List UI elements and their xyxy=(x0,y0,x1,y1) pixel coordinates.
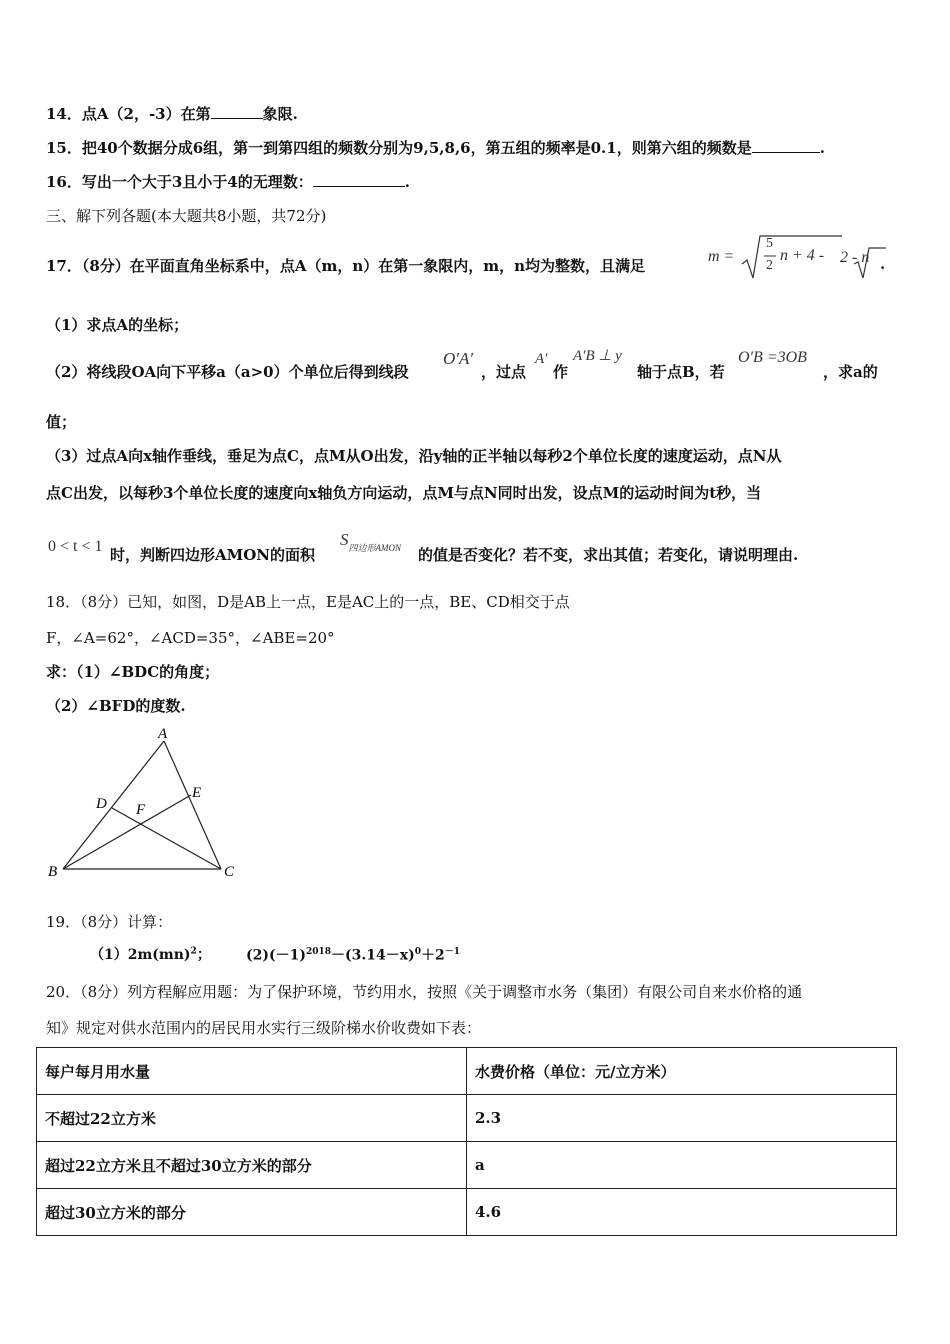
q19-text: 19．（8分）计算： xyxy=(46,913,173,931)
formula-lhs: m = xyxy=(708,248,735,265)
period: . xyxy=(880,255,886,273)
question-17-intro xyxy=(46,255,645,276)
q19-part2-exp3: －1 xyxy=(444,947,461,957)
q17-intro-text: 17．（8分）在平面直角坐标系中，点A（m，n）在第一象限内，m，n均为整数，且满足 xyxy=(46,257,646,275)
q17-part2-c xyxy=(553,361,568,382)
q17-part3-text-d: 的值是否变化？若不变，求出其值；若变化，请说明理由. xyxy=(418,546,799,564)
section-heading xyxy=(46,205,326,226)
math-area-s xyxy=(340,530,401,553)
q19-part1 xyxy=(90,944,211,964)
q20-text-2: 知》规定对供水范围内的居民用水实行三级阶梯水价收费如下表： xyxy=(46,1019,482,1037)
table-cell: a xyxy=(467,1142,897,1189)
q19-part2-exp2: 0 xyxy=(414,947,422,957)
label-d: D xyxy=(96,796,107,812)
formula-root2: 2 - n xyxy=(840,249,870,266)
table-header-cell: 每户每月用水量 xyxy=(37,1048,467,1095)
label-c: C xyxy=(224,864,235,880)
label-b: B xyxy=(48,864,58,880)
table-cell: 不超过22立方米 xyxy=(37,1095,467,1142)
fraction-numerator: 5 xyxy=(766,236,773,251)
q18-line3 xyxy=(46,661,219,682)
answer-blank xyxy=(752,138,820,153)
q18-line1 xyxy=(46,591,570,612)
q19-part1-expr: （1）2m(mn) xyxy=(90,947,191,963)
q17-part3-l1 xyxy=(46,445,782,466)
table-header-cell: 水费价格（单位：元/立方米） xyxy=(467,1048,897,1095)
section-title: 三、解下列各题(本大题共8小题，共72分) xyxy=(46,207,327,225)
q15-suffix: . xyxy=(819,139,825,157)
q18-line2 xyxy=(46,627,335,648)
q17-part2-e xyxy=(823,361,878,382)
side-ab xyxy=(63,741,164,869)
q19-part1-exp: 2 xyxy=(190,946,197,957)
q17-part3-l3b xyxy=(418,544,798,565)
q17-part3-l2 xyxy=(46,482,761,503)
math-t-range: 0 < t < 1 xyxy=(48,538,103,555)
table-cell: 4.6 xyxy=(467,1189,897,1236)
q17-part1 xyxy=(46,314,188,335)
table-row xyxy=(37,1095,897,1142)
q19-part2-c: ＋2 xyxy=(421,947,445,964)
table-cell: 超过22立方米且不超过30立方米的部分 xyxy=(37,1142,467,1189)
formula-middle: n + 4 - xyxy=(780,247,825,264)
q18-text-3: 求：（1）∠BDC的角度； xyxy=(46,663,220,681)
q20-line1 xyxy=(46,981,802,1002)
q17-part2-text-f: 值； xyxy=(46,413,77,431)
table-cell: 超过30立方米的部分 xyxy=(37,1189,467,1236)
q14-suffix: 象限. xyxy=(262,105,298,123)
q18-line4 xyxy=(46,695,186,716)
q15-text: 15．把40个数据分成6组，第一到第四组的频数分别为9,5,8,6，第五组的频率是0.1，则第六组的频数是 xyxy=(46,139,752,157)
math-s-sub: 四边形AMON xyxy=(348,543,401,553)
q20-text-1: 20．（8分）列方程解应用题：为了保护环境，节约用水，按照《关于调整市水务（集团）有限公司自来水价格的通 xyxy=(46,983,803,1001)
question-16 xyxy=(46,171,410,192)
answer-blank xyxy=(313,172,405,187)
q19-part2-a: (2)(－1) xyxy=(246,947,306,964)
table-cell: 2.3 xyxy=(467,1095,897,1142)
math-oa-prime: O′A′ xyxy=(443,349,474,368)
q17-part3-text-a: （3）过点A向x轴作垂线，垂足为点C，点M从O出发，沿y轴的正半轴以每秒2个单位长度的速度运动，点N从 xyxy=(46,447,782,465)
q17-part2-f xyxy=(46,411,76,432)
q17-part1-text: （1）求点A的坐标； xyxy=(46,316,189,334)
q17-part2-text-c: 作 xyxy=(553,363,569,381)
q17-part2-text-a: （2）将线段OA向下平移a（a>0）个单位后得到线段 xyxy=(46,363,409,381)
table-header-row xyxy=(37,1048,897,1095)
q18-text-4: （2）∠BFD的度数. xyxy=(46,697,186,715)
q16-text: 16．写出一个大于3且小于4的无理数： xyxy=(46,173,313,191)
math-perp: A′B ⊥ y xyxy=(573,348,622,364)
q17-part2-text-b: ，过点 xyxy=(481,363,527,381)
q16-suffix: . xyxy=(404,173,410,191)
q17-end xyxy=(880,255,885,273)
q19-part1-end: ； xyxy=(196,947,211,963)
label-e: E xyxy=(192,785,202,801)
water-price-table xyxy=(36,1047,897,1236)
q19-part2 xyxy=(246,944,460,965)
answer-blank xyxy=(211,104,263,119)
segment-be xyxy=(63,795,191,869)
q17-formula xyxy=(708,232,886,280)
q17-part3-text-b: 点C出发，以每秒3个单位长度的速度向x轴负方向运动，点M与点N同时出发，设点M的运动时间为t秒，当 xyxy=(46,484,762,502)
q17-part2-d xyxy=(637,361,725,382)
question-15 xyxy=(46,137,825,158)
q17-part2-text-e: ，求a的 xyxy=(823,363,878,381)
fraction-denominator: 2 xyxy=(766,258,773,273)
q19-part2-b: －(3.14－x) xyxy=(331,947,415,964)
label-f: F xyxy=(136,802,146,818)
q17-part2-b xyxy=(481,361,526,382)
label-a: A xyxy=(158,726,168,742)
q20-line2 xyxy=(46,1017,481,1038)
math-ob-eq: O′B =3OB xyxy=(738,349,807,366)
math-a-prime: A′ xyxy=(535,351,548,367)
q17-part3-l3 xyxy=(110,544,315,565)
q17-part2-text-d: 轴于点B，若 xyxy=(637,363,725,381)
table-row xyxy=(37,1189,897,1236)
q17-part3-text-c: 时，判断四边形AMON的面积 xyxy=(110,546,316,564)
q19-part2-exp1: 2018 xyxy=(305,947,332,957)
triangle-figure xyxy=(40,722,250,887)
math-s: S xyxy=(340,530,349,549)
table-row xyxy=(37,1142,897,1189)
q19-line1 xyxy=(46,911,172,932)
question-14 xyxy=(46,103,298,124)
q18-text-1: 18．（8分）已知，如图，D是AB上一点，E是AC上的一点，BE、CD相交于点 xyxy=(46,593,570,611)
q14-text: 14．点A（2，-3）在第 xyxy=(46,105,211,123)
q18-text-2: F，∠A=62°，∠ACD=35°，∠ABE=20° xyxy=(46,629,335,647)
q17-part2 xyxy=(46,361,409,382)
segment-cd xyxy=(112,808,221,869)
